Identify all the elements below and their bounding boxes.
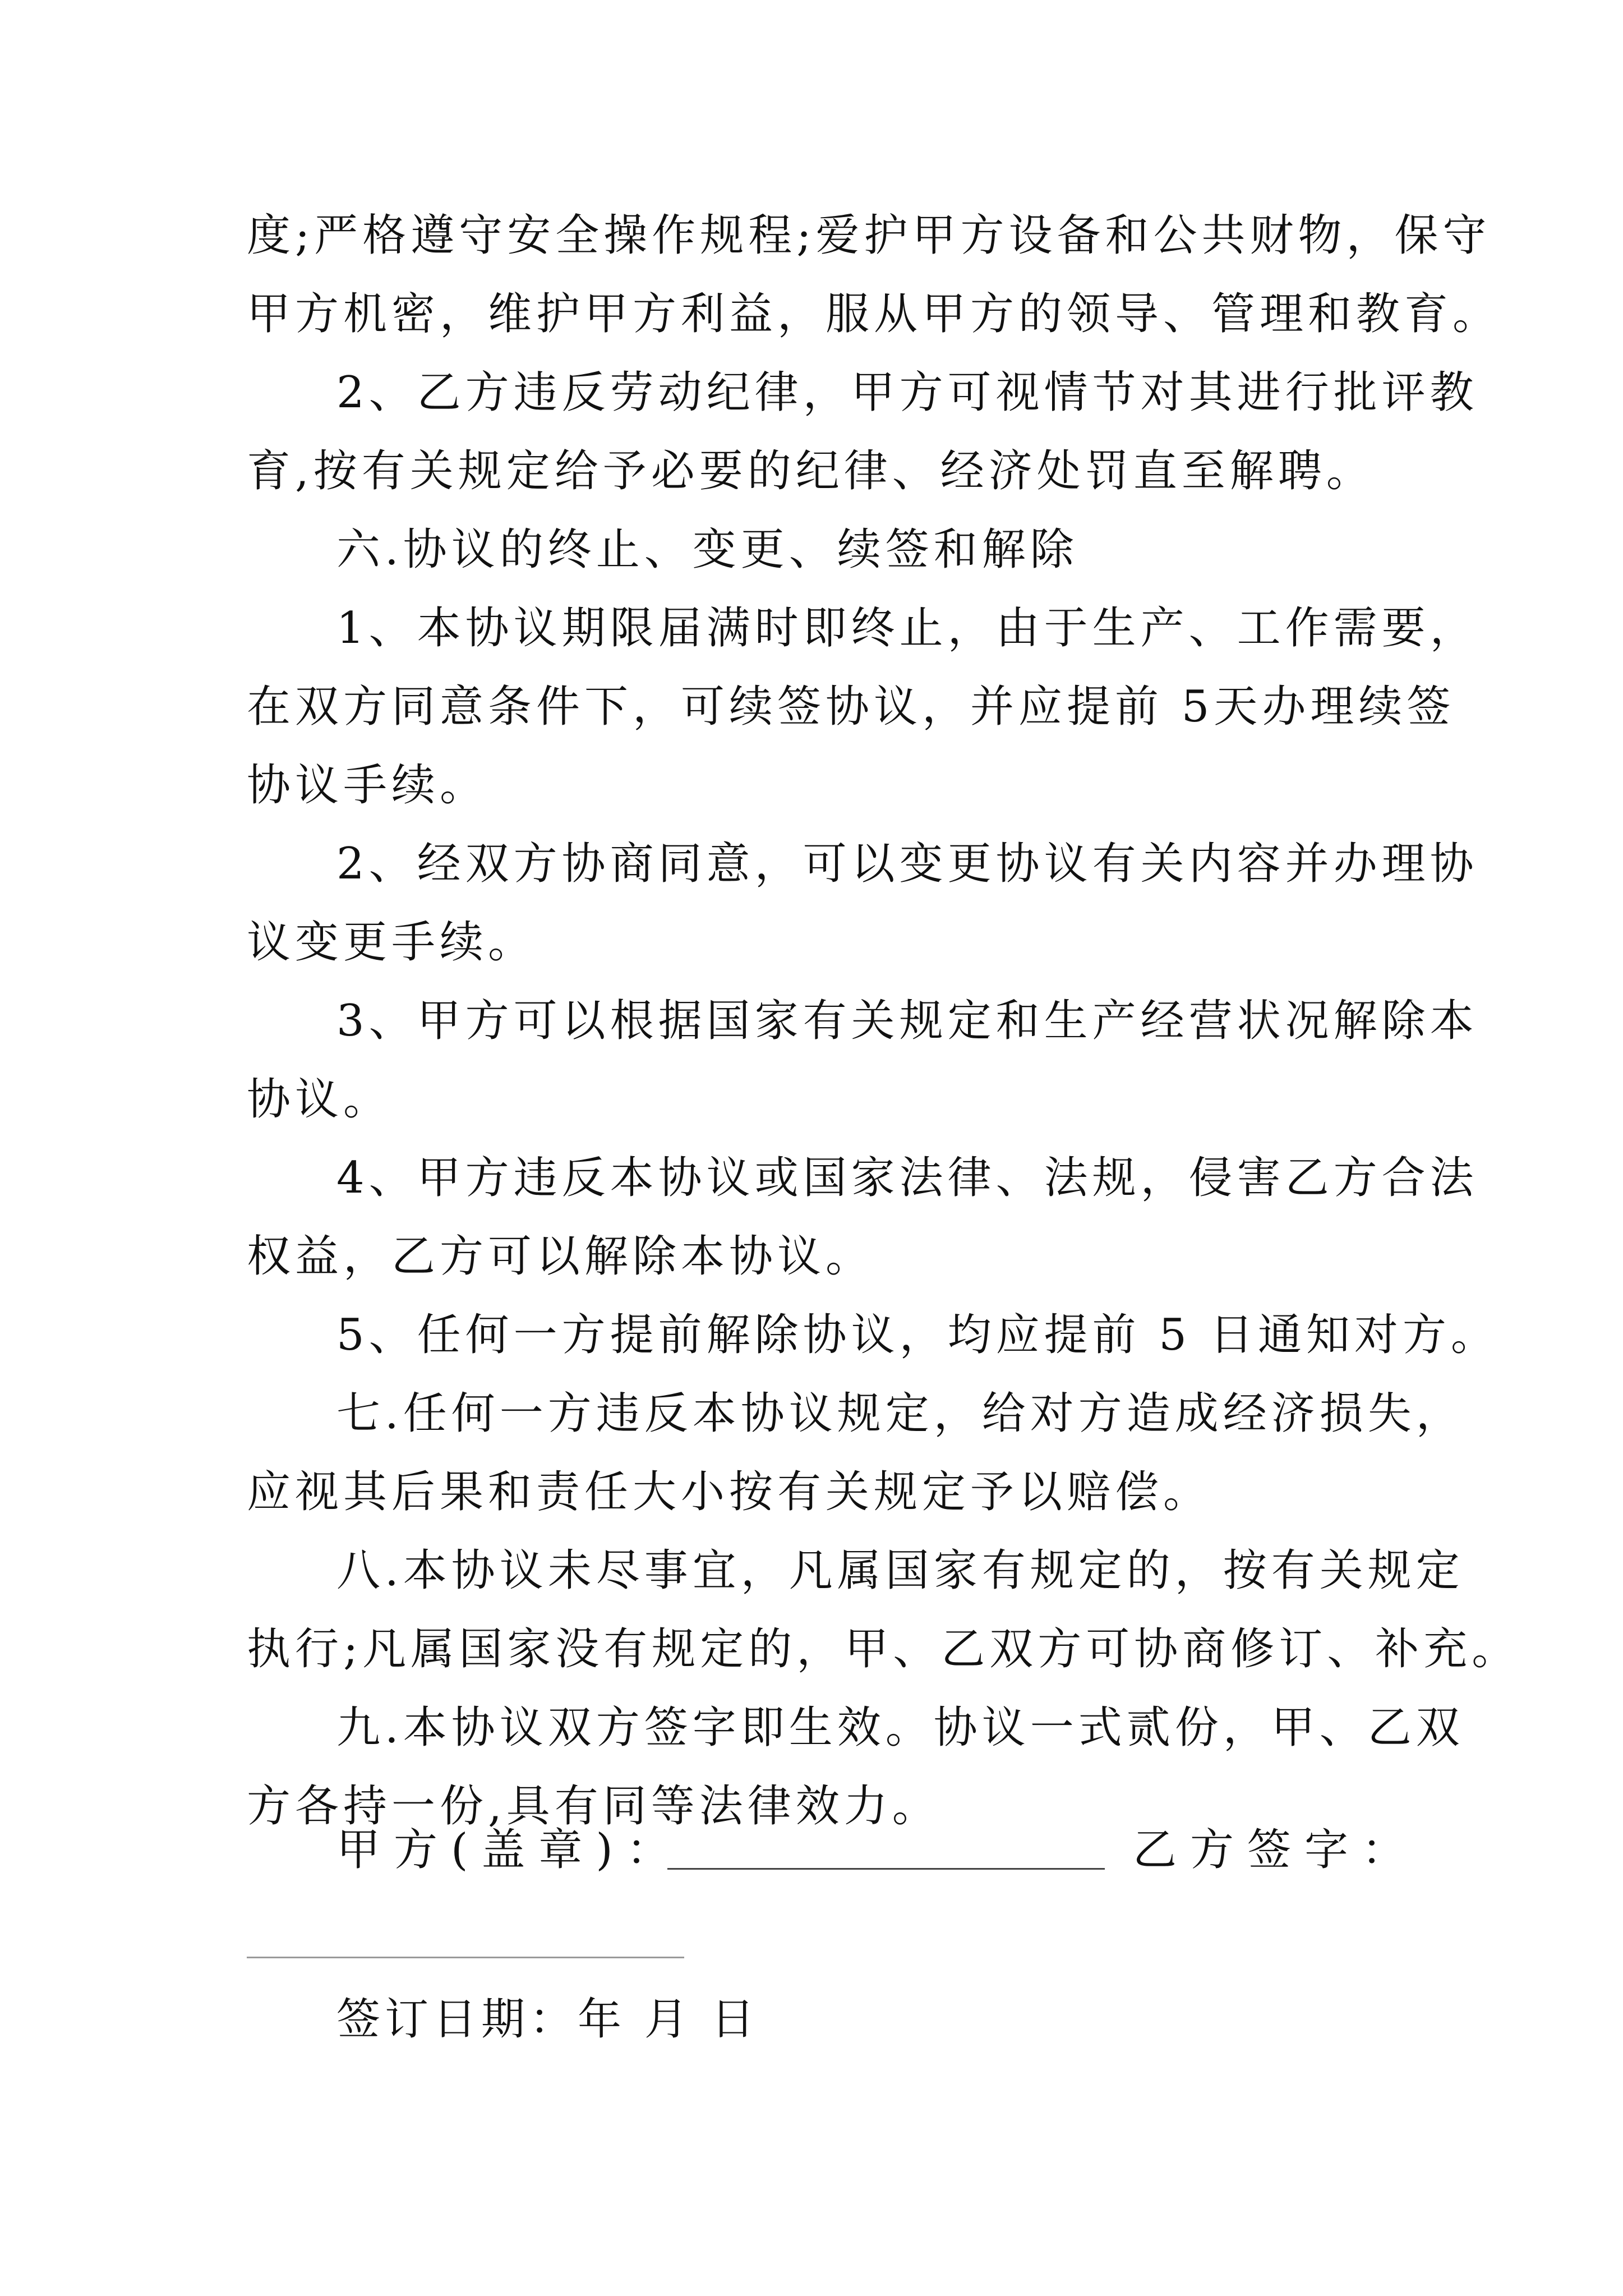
paragraph-line: 1、本协议期限届满时即终止，由于生产、工作需要， <box>336 603 1478 654</box>
paragraph-line: 议变更手续。 <box>247 917 537 968</box>
signature-row <box>336 1822 1419 1884</box>
party-b-label: 乙方签字： <box>1133 1825 1419 1875</box>
date-line: 签订日期：年 月 日 <box>336 1994 759 2045</box>
paragraph-line: 应视其后果和责任大小按有关规定予以赔偿。 <box>247 1467 1212 1517</box>
paragraph-line: 度;严格遵守安全操作规程;爱护甲方设备和公共财物，保守 <box>247 210 1491 261</box>
paragraph-line: 2、经双方协商同意，可以变更协议有关内容并办理协 <box>336 839 1478 889</box>
section-heading: 六.协议的终止、变更、续签和解除 <box>336 524 1078 575</box>
paragraph-line: 甲方机密，维护甲方利益，服从甲方的领导、管理和教育。 <box>247 289 1501 339</box>
party-b-signature-blank <box>247 1957 684 1958</box>
paragraph-line: 5、任何一方提前解除协议，均应提前 5 日通知对方。 <box>336 1310 1499 1360</box>
paragraph-line: 方各持一份,具有同等法律效力。 <box>247 1781 940 1832</box>
paragraph-line: 育,按有关规定给予必要的纪律、经济处罚直至解聘。 <box>247 446 1375 496</box>
party-a-label: 甲方(盖章)： <box>336 1825 684 1875</box>
paragraph-line: 在双方同意条件下，可续签协议，并应提前 5天办理续签 <box>247 682 1455 732</box>
party-a-signature-blank <box>667 1868 1105 1870</box>
paragraph-line: 协议。 <box>247 1074 392 1125</box>
section-heading: 八.本协议未尽事宜，凡属国家有规定的，按有关规定 <box>336 1545 1464 1596</box>
paragraph-line: 3、甲方可以根据国家有关规定和生产经营状况解除本 <box>336 996 1478 1046</box>
paragraph-line: 2、乙方违反劳动纪律，甲方可视情节对其进行批评教 <box>336 367 1478 418</box>
paragraph-line: 权益，乙方可以解除本协议。 <box>247 1231 874 1282</box>
paragraph-line: 执行;凡属国家没有规定的，甲、乙双方可协商修订、补充。 <box>247 1624 1520 1674</box>
section-heading: 七.任何一方违反本协议规定，给对方造成经济损失， <box>336 1388 1464 1439</box>
paragraph-line: 协议手续。 <box>247 760 488 811</box>
paragraph-line: 4、甲方违反本协议或国家法律、法规，侵害乙方合法 <box>336 1153 1478 1203</box>
section-heading: 九.本协议双方签字即生效。协议一式贰份，甲、乙双 <box>336 1703 1464 1753</box>
